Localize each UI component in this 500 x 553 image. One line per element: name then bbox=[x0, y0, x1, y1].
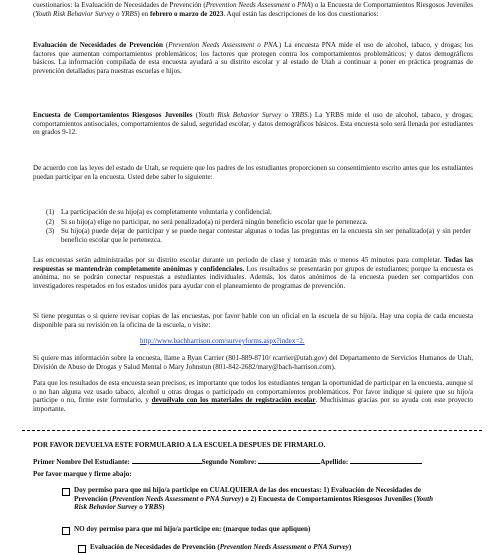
first-name-label: Primer Nombre Del Estudiante: bbox=[33, 458, 130, 466]
survey-forms-link[interactable]: http://www.bachharrison.com/surveyforms.aspx?index=2 bbox=[140, 337, 303, 345]
decline-pna-checkbox[interactable] bbox=[78, 545, 86, 553]
admin-text: Las encuestas serán administradas por su distrito escolar durante un período de clase y tomarán más o menos 45 minutos para completar. bbox=[33, 256, 445, 264]
intro-date: febrero o marzo de 2023 bbox=[149, 9, 224, 18]
option-pna-name: Prevention Needs Assessment o PNA Survey bbox=[111, 494, 242, 503]
final-text: Para que los resultados de esta encuesta sean precisos, es importante que todos los estudiantes tengan la oportunidad de participar en la encuesta, aunque sí o no han alguna vez usado tabaco, alcohol u otras drogas o participado en comportamientos problemáticos. Por favor indique si quiere que su hijo/a participe o no, firme este formulario, y bbox=[33, 379, 473, 405]
yrbs-heading: Encuesta de Comportamientos Riesgosos Juveniles bbox=[33, 111, 193, 119]
option-text: ) bbox=[162, 503, 165, 512]
intro-pna-name: Prevention Needs Assessment o PNA bbox=[205, 1, 311, 9]
list-item-text: Su hijo(a) puede dejar de participar y se puede negar contestar algunas o todas las preguntas en la encuesta sin ser penalizado(a) y sin perder beneficio escolar que le pertenezca. bbox=[61, 227, 471, 244]
final-paragraph bbox=[33, 379, 473, 413]
last-name-label: Apellido: bbox=[320, 458, 349, 466]
pna-text: ( bbox=[163, 41, 169, 49]
first-name-field[interactable] bbox=[132, 457, 202, 464]
admin-text: Los resultados se presentarán por grupos de estudiantes; porque la encuesta es anónima, no se podrán conectar respuestas a estudiantes individuales. Además, los datos anónimos de la encuesta pueden ser compartidos con investigadores respetados en los estados unidos para ayudar con el planeamiento de programas de prevención. bbox=[33, 264, 473, 290]
option-text: ) o 2) Encuesta de Comportamientos Riesgosos Juveniles ( bbox=[241, 494, 417, 503]
option-text: ) bbox=[348, 543, 352, 551]
decline-pna-label bbox=[90, 543, 351, 552]
form-title: POR FAVOR DEVUELVA ESTE FORMULARIO A LA ESCUELA DESPUES DE FIRMARLO. bbox=[33, 441, 326, 449]
list-item-text: Si su hijo(a) elige no participar, no será penalizado(a) ni perderá ningún beneficio escolar que le pertenezca. bbox=[61, 217, 368, 226]
rights-list bbox=[46, 208, 471, 245]
yrbs-text: ( bbox=[192, 111, 199, 119]
last-name-field[interactable] bbox=[350, 457, 422, 464]
second-name-label: Segundo Nombre: bbox=[201, 458, 257, 466]
law-paragraph: De acuerdo con las leyes del estado de Utah, se requiere que los padres de los estudiantes proporcionen su consentimiento escrito antes que los estudiantes puedan participar en la encuesta. Usted debe saber lo siguiente: bbox=[33, 164, 473, 181]
list-item-number: (3) bbox=[46, 227, 55, 236]
consent-all-checkbox[interactable] bbox=[62, 488, 70, 496]
intro-text: cuestionarios: la Evaluación de Necesidades de Prevención ( bbox=[33, 1, 206, 9]
option-text: Evaluación de Necesidades de Prevención ( bbox=[90, 543, 220, 551]
yrbs-text: ) La YRBS mide el uso de alcohol, tabaco, y drogas; comportamientos antisociales, comportamientos de salud, seguridad escolar, y datos demográficos básicos. Esta encuesta solo será llenada por estudiantes en grados 9-12. bbox=[33, 111, 473, 137]
intro-text: . Aquí están las descripciones de los dos cuestionarios: bbox=[223, 9, 379, 18]
intro-paragraph bbox=[33, 1, 473, 18]
list-item-number: (1) bbox=[46, 208, 55, 216]
pna-description bbox=[33, 41, 473, 75]
consent-none-checkbox[interactable] bbox=[62, 527, 70, 535]
admin-confidential-text: Todas las respuestas se mantendrán completamente anónimas y confidenciales. bbox=[33, 256, 473, 273]
administration-paragraph bbox=[33, 256, 473, 290]
list-item bbox=[46, 218, 471, 227]
pna-heading: Evaluación de Necesidades de Prevención bbox=[33, 41, 164, 49]
consent-all-label bbox=[74, 486, 434, 512]
copies-paragraph: Si tiene preguntas o si quiere revisar copias de las encuestas, por favor hable con un oficial en la escuela de su hijo/a. Hay una copia de cada encuesta disponible para su revisión en la oficina de la escuela, o visite: bbox=[33, 312, 473, 329]
pna-english-name: Prevention Needs Assessment o PNA. bbox=[168, 41, 279, 49]
list-item bbox=[46, 227, 471, 244]
second-name-field[interactable] bbox=[258, 457, 320, 464]
option-yrbs-name: Youth Risk Behavior Survey o YRBS bbox=[74, 494, 434, 512]
intro-yrbs-name: Youth Risk Behavior Survey o YRBS bbox=[35, 9, 138, 18]
intro-text: ) o la Encuesta de Comportamientos Riesgosos Juveniles ( bbox=[33, 1, 474, 18]
return-instruction: devuélvalo con los materiales de registración escolar bbox=[151, 396, 316, 405]
yrbs-description bbox=[33, 111, 473, 137]
student-name-row bbox=[33, 457, 422, 467]
list-item-text: La participación de su hijo(a) es completamente voluntaria y confidencial. bbox=[61, 208, 272, 216]
select-instruction: Por favor marque y firme abajo: bbox=[33, 470, 132, 478]
list-item-number: (2) bbox=[46, 217, 55, 226]
cut-line bbox=[22, 430, 482, 431]
list-item bbox=[46, 208, 471, 217]
contact-paragraph: Si quiere mas información sobre la encuesta, llame a Ryan Carrier (801-889-8710/ rcarrier@utah.gov) del Departamento de Servicios Humanos de Utah, División de Abuso de Drogas y Salud Mental o Mary Johnstun (801-842-2682/mary@bach-harrison.com). bbox=[33, 354, 473, 371]
link-period: . bbox=[302, 337, 305, 345]
final-text: . Muchísimas gracias por su ayuda con este proyecto importante. bbox=[33, 396, 473, 413]
intro-text: ) en bbox=[137, 9, 150, 18]
option-text: Doy permiso para que mi hijo/a participe en CUALQUIERA de las dos encuestas: 1) Evaluación de Necesidades de Prevención ( bbox=[74, 486, 422, 503]
consent-none-label: NO doy permiso para que mi hijo/a participe en: (marque todas que apliquen) bbox=[74, 525, 311, 533]
survey-forms-link-line bbox=[140, 337, 305, 346]
pna-text: ) La encuesta PNA mide el uso de alcohol, tabaco, y drogas; los factores que aumentan comportamientos problemáticos; los factores que protegen contra los comportamientos problemáticos; y datos demográficos básicos. La información compilada de esta encuesta ayudará a su distrito escolar y al estado de Utah a continuar a poner en práctica programas de prevención detallados para nuestras escuelas e hijos. bbox=[33, 41, 474, 75]
yrbs-english-name: Youth Risk Behavior Survey o YRBS. bbox=[198, 111, 310, 119]
option-pna-name: Prevention Needs Assessment o PNA Survey bbox=[219, 543, 349, 551]
